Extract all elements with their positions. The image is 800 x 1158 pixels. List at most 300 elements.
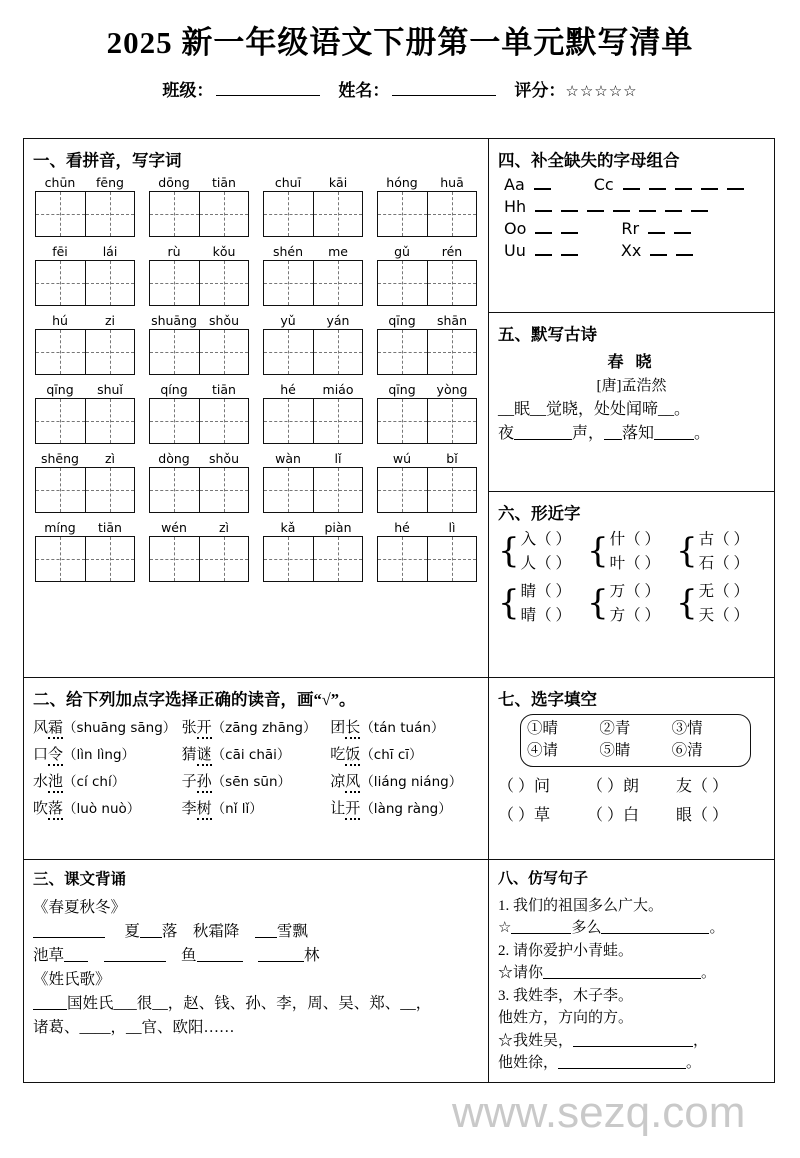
pinyin-word-item [263,451,363,513]
brace-icon: { [675,583,698,624]
brace-icon: { [586,531,609,572]
pinyin-word-item [377,382,477,444]
tianzige-cell[interactable] [199,399,249,443]
pinyin-syllable: me [328,244,348,259]
tianzige-cell[interactable] [36,192,85,236]
pinyin-syllable: rén [441,244,463,259]
char-top[interactable]: 古（ ） [698,531,749,548]
letter-blank[interactable] [676,245,693,256]
answer-blank-item[interactable]: （ ）问 [498,777,551,795]
section-8-a1[interactable]: ☆ 多么 。 [498,920,725,936]
pinyin-syllable: dōng [158,175,190,190]
pinyin-label [35,244,135,259]
pinyin-choices[interactable]: （shuāng sāng） [63,720,177,736]
reading-choice-item[interactable] [182,797,331,818]
word-char: 水 [33,774,49,790]
similar-characters-pair[interactable] [587,580,676,628]
tianzige-box[interactable] [263,536,363,582]
tianzige-cell[interactable] [199,261,249,305]
section-8 [489,859,774,1082]
similar-characters-pair[interactable] [587,528,676,576]
letter-blank[interactable] [639,201,656,212]
pinyin-word-item [149,382,249,444]
pinyin-word-item [149,175,249,237]
pinyin-syllable: tiān [212,382,236,397]
reading-choice-row [33,716,479,737]
section-5-poem-author: [唐]孟浩然 [596,378,667,394]
reading-choice-item[interactable] [330,743,479,764]
alphabet-body [498,175,765,260]
pinyin-syllable: rù [167,244,181,259]
tianzige-cell[interactable] [427,261,477,305]
pinyin-word-item [149,520,249,582]
tianzige-box[interactable] [149,260,249,306]
tianzige-cell[interactable] [427,537,477,581]
section-3-poem1-line1[interactable]: 夏 落 秋霜降 雪飘 [33,920,479,944]
word-char: 团 [330,720,346,736]
pinyin-row [35,244,477,306]
word-char: 吹 [33,801,49,817]
option-item[interactable]: ④请 [527,742,559,760]
section-7-options-row-2[interactable] [527,740,744,762]
pinyin-syllable: chuī [274,175,302,190]
section-8-a3-line2[interactable]: 他姓徐， 。 [498,1055,702,1071]
tianzige-cell[interactable] [313,468,363,512]
pinyin-syllable: tiān [98,520,122,535]
section-7-option-box [520,714,751,767]
tianzige-box[interactable] [263,467,363,513]
section-5-poem-title: 春 晓 [607,354,656,371]
reading-choice-item[interactable] [33,797,182,818]
star-rating-icon[interactable]: ☆☆☆☆☆ [565,84,638,101]
pinyin-row [35,382,477,444]
tianzige-box[interactable] [263,260,363,306]
answer-blank-item[interactable]: （ ）草 [498,806,551,824]
char-top[interactable]: 无（ ） [698,583,749,601]
tianzige-box[interactable] [35,329,135,375]
tianzige-box[interactable] [377,536,477,582]
section-8-a3-line1[interactable]: ☆我姓吴， ， [498,1032,709,1049]
pinyin-choices[interactable]: （cí chí） [63,774,126,790]
tianzige-cell[interactable] [313,261,363,305]
tianzige-cell[interactable] [313,192,363,236]
tianzige-box[interactable] [263,329,363,375]
pinyin-word-item [35,382,135,444]
letter-blank[interactable] [674,223,691,234]
word-char-dotted: 霜 [48,720,63,739]
tianzige-cell[interactable] [264,468,313,512]
pinyin-row [35,313,477,375]
pinyin-label [35,313,135,328]
word-char-dotted: 风 [345,774,360,793]
tianzige-cell[interactable] [150,192,199,236]
tianzige-cell[interactable] [199,468,249,512]
tianzige-cell[interactable] [264,261,313,305]
tianzige-cell[interactable] [378,537,427,581]
char-bottom[interactable]: 晴（ ） [520,607,572,625]
brace-icon: { [586,583,609,624]
char-bottom[interactable]: 石（ ） [698,555,749,573]
reading-choice-item[interactable] [182,716,331,737]
similar-characters-row [498,580,765,628]
letter-blank[interactable] [701,179,718,190]
letter-blank[interactable] [534,179,551,190]
tianzige-cell[interactable] [150,330,199,374]
section-3 [24,859,488,1082]
section-8-q3-line2: 他姓方，方向的方。 [498,1010,634,1026]
pinyin-word-item [149,313,249,375]
tianzige-cell[interactable] [36,261,85,305]
word-char-dotted: 开 [345,801,360,820]
pinyin-label [263,175,363,190]
tianzige-cell[interactable] [150,261,199,305]
answer-blank-item[interactable]: 友（ ） [676,777,729,795]
similar-characters-pair[interactable] [498,580,587,628]
pinyin-word-item [263,175,363,237]
pinyin-word-item [149,451,249,513]
pinyin-row [35,175,477,237]
watermark: www.sezq.com [452,1088,746,1137]
tianzige-cell[interactable] [378,192,427,236]
section-8-heading: 八、仿写句子 [498,871,589,887]
section-7-answers-row-2[interactable] [498,802,765,831]
pinyin-choices[interactable]: （làng ràng） [360,801,452,817]
section-5-line-2[interactable]: 夜 声， 落知 。 [498,425,711,442]
tianzige-cell[interactable] [85,399,135,443]
tianzige-box[interactable] [35,260,135,306]
word-char-dotted: 孙 [197,774,212,793]
tianzige-box[interactable] [377,260,477,306]
alphabet-row[interactable] [504,219,765,238]
pinyin-grid-body [33,175,479,582]
pinyin-label [377,244,477,259]
option-item[interactable]: ⑥清 [671,742,703,760]
section-4 [489,139,774,312]
letter-pair: Uu [504,241,526,260]
tianzige-box[interactable] [35,467,135,513]
tianzige-box[interactable] [35,191,135,237]
tianzige-cell[interactable] [264,330,313,374]
pinyin-label [377,451,477,466]
letter-blank[interactable] [561,245,578,256]
left-column [24,139,489,1082]
pinyin-syllable: bǐ [446,451,458,466]
pinyin-syllable: kǒu [212,244,236,259]
tianzige-box[interactable] [35,536,135,582]
pinyin-syllable: zì [218,520,230,535]
pinyin-syllable: wén [161,520,187,535]
pinyin-syllable: shān [436,313,468,328]
word-char-dotted: 饭 [345,747,360,766]
section-1-heading: 一、看拼音，写字词 [33,151,182,170]
tianzige-box[interactable] [377,191,477,237]
char-bottom[interactable]: 人（ ） [520,555,572,573]
word-char-dotted: 池 [48,774,63,793]
similar-characters-pair[interactable] [498,528,587,576]
tianzige-box[interactable] [149,536,249,582]
reading-choice-item[interactable] [33,743,182,764]
pinyin-syllable: lái [102,244,118,259]
letter-blank[interactable] [535,201,552,212]
letter-blank[interactable] [623,179,640,190]
letter-blank[interactable] [535,245,552,256]
tianzige-cell[interactable] [378,468,427,512]
pinyin-label [263,451,363,466]
reading-choice-item[interactable] [33,770,182,791]
name-label: 姓名： [338,81,390,101]
option-item[interactable]: ③情 [671,720,703,737]
alphabet-pair [504,197,708,216]
section-7-options-row-1[interactable] [527,718,744,740]
class-field[interactable] [162,76,320,101]
letter-blank[interactable] [665,201,682,212]
tianzige-cell[interactable] [85,330,135,374]
tianzige-cell[interactable] [150,399,199,443]
char-top[interactable]: 万（ ） [609,583,661,601]
tianzige-cell[interactable] [199,537,249,581]
tianzige-cell[interactable] [427,192,477,236]
section-5-heading: 五、默写古诗 [498,325,597,344]
pinyin-label [149,520,249,535]
word-char: 吃 [330,747,346,763]
pinyin-syllable: lǐ [334,451,342,466]
pinyin-label [35,382,135,397]
word-char-dotted: 谜 [197,747,212,766]
char-bottom[interactable]: 方（ ） [609,607,661,625]
word-char: 子 [181,774,197,790]
pinyin-label [149,175,249,190]
score-label: 评分： [514,81,566,101]
pinyin-syllable: shuǐ [97,382,123,397]
name-field[interactable] [338,76,496,101]
section-6 [489,491,774,677]
tianzige-cell[interactable] [427,330,477,374]
pinyin-syllable: hóng [386,175,418,190]
tianzige-box[interactable] [149,467,249,513]
tianzige-cell[interactable] [378,261,427,305]
letter-blank[interactable] [613,201,630,212]
tianzige-cell[interactable] [150,537,199,581]
tianzige-cell[interactable] [36,468,85,512]
pinyin-syllable: shuāng [151,313,197,328]
tianzige-cell[interactable] [36,537,85,581]
tianzige-cell[interactable] [264,537,313,581]
pinyin-word-item [35,244,135,306]
letter-blank[interactable] [727,179,744,190]
answer-blank-item[interactable]: （ ）白 [587,806,640,824]
tianzige-box[interactable] [149,329,249,375]
pinyin-label [263,313,363,328]
pinyin-word-item [35,520,135,582]
alphabet-pair [621,241,693,260]
section-3-poem2-line2[interactable]: 诸葛、____，__官、欧阳…… [33,1019,235,1037]
tianzige-cell[interactable] [264,192,313,236]
letter-pair: Xx [620,241,642,260]
letter-blank[interactable] [649,179,666,190]
tianzige-cell[interactable] [313,537,363,581]
pinyin-word-item [35,451,135,513]
pinyin-syllable: piàn [324,520,352,535]
similar-characters-row [498,528,765,576]
worksheet-table [23,138,775,1083]
pinyin-word-item [149,244,249,306]
pinyin-syllable: zì [104,451,116,466]
similar-characters-pair[interactable] [676,580,765,628]
pinyin-choices[interactable]: （lìn lìng） [63,747,136,763]
tianzige-cell[interactable] [199,192,249,236]
alphabet-pair [594,175,744,194]
letter-blank[interactable] [648,223,665,234]
option-item[interactable]: ②青 [599,720,631,737]
reading-choice-item[interactable] [182,743,331,764]
alphabet-pair [504,219,578,238]
char-top[interactable]: 睛（ ） [520,583,572,601]
tianzige-cell[interactable] [85,468,135,512]
pinyin-syllable: shǒu [208,313,239,328]
char-bottom[interactable]: 叶（ ） [609,555,661,573]
pinyin-choices[interactable]: （sēn sūn） [211,774,292,790]
reading-choice-body [33,716,479,818]
pinyin-label [149,244,249,259]
section-4-heading: 四、补全缺失的字母组合 [498,151,680,170]
student-meta-row [0,76,800,101]
tianzige-box[interactable] [377,398,477,444]
tianzige-box[interactable] [377,467,477,513]
tianzige-cell[interactable] [36,399,85,443]
pinyin-choices[interactable]: （luò nuò） [63,801,141,817]
section-5 [489,312,774,491]
pinyin-label [35,520,135,535]
name-blank[interactable] [392,81,496,96]
pinyin-word-item [263,244,363,306]
section-2-heading: 二、给下列加点字选择正确的读音，画“√”。 [33,690,356,709]
letter-blank[interactable] [650,245,667,256]
pinyin-syllable: miáo [322,382,354,397]
pinyin-choices[interactable]: （zāng zhāng） [211,720,317,736]
brace-icon: { [675,531,698,572]
char-top[interactable]: 入（ ） [520,531,572,548]
char-top[interactable]: 什（ ） [609,531,661,548]
score-field[interactable] [514,76,637,101]
tianzige-cell[interactable] [313,330,363,374]
pinyin-word-item [377,520,477,582]
pinyin-choices[interactable]: （cāi chāi） [211,747,291,763]
word-char: 李 [181,801,197,817]
reading-choice-item[interactable] [33,716,182,737]
pinyin-choices[interactable]: （chī cī） [360,747,423,763]
letter-blank[interactable] [675,179,692,190]
tianzige-box[interactable] [35,398,135,444]
section-5-line-1[interactable]: __眠__觉晓，处处闻啼__。 [498,401,691,418]
pinyin-syllable: yǔ [280,313,296,328]
section-6-heading: 六、形近字 [498,504,581,523]
option-item[interactable]: ①晴 [527,720,559,737]
option-item[interactable]: ⑤睛 [599,742,631,760]
alphabet-row[interactable] [504,175,765,194]
tianzige-cell[interactable] [85,192,135,236]
similar-characters-pair[interactable] [676,528,765,576]
answer-blank-item[interactable]: 眼（ ） [676,806,729,824]
section-7-answers-row-1[interactable] [498,773,765,802]
char-bottom[interactable]: 天（ ） [698,607,749,625]
pinyin-syllable: hé [280,382,296,397]
letter-blank[interactable] [587,201,604,212]
pinyin-syllable: huā [440,175,464,190]
letter-blank[interactable] [535,223,552,234]
reading-choice-item[interactable] [330,770,479,791]
tianzige-cell[interactable] [85,537,135,581]
pinyin-syllable: wàn [275,451,301,466]
pinyin-choices[interactable]: （nǐ lǐ） [211,801,263,817]
pinyin-syllable: qīng [46,382,74,397]
alphabet-pair [621,219,691,238]
tianzige-cell[interactable] [264,399,313,443]
tianzige-box[interactable] [263,398,363,444]
pinyin-syllable: hé [394,520,410,535]
tianzige-cell[interactable] [378,330,427,374]
pinyin-syllable: shēng [41,451,79,466]
pinyin-syllable: qīng [388,382,416,397]
word-char: 凉 [330,774,346,790]
pinyin-syllable: tiān [212,175,236,190]
pinyin-word-item [377,451,477,513]
tianzige-cell[interactable] [313,399,363,443]
word-char: 张 [181,720,197,736]
section-3-poem2-title: 《姓氏歌》 [33,971,111,989]
pinyin-syllable: zi [104,313,116,328]
tianzige-cell[interactable] [427,399,477,443]
letter-pair: Hh [504,197,527,216]
reading-choice-item[interactable] [330,716,479,737]
section-8-a2[interactable]: ☆请你 。 [498,965,717,981]
pinyin-syllable: chūn [44,175,76,190]
pinyin-syllable: fēng [96,175,124,190]
answer-blank-item[interactable]: （ ）朗 [587,777,640,795]
section-8-q1: 1. 我们的祖国多么广大。 [498,897,664,914]
pinyin-choices[interactable]: （liáng niáng） [360,774,463,790]
tianzige-box[interactable] [377,329,477,375]
section-3-poem1-line2[interactable]: 池草 鱼 林 [33,947,320,965]
letter-blank[interactable] [561,201,578,212]
reading-choice-item[interactable] [330,797,479,818]
section-7-heading: 七、选字填空 [498,690,597,709]
letter-blank[interactable] [561,223,578,234]
tianzige-cell[interactable] [150,468,199,512]
word-char-dotted: 落 [48,801,63,820]
brace-icon: { [498,583,520,624]
tianzige-box[interactable] [149,191,249,237]
pinyin-row [35,520,477,582]
class-blank[interactable] [216,81,320,96]
pinyin-word-item [377,313,477,375]
pinyin-choices[interactable]: （tán tuán） [360,720,445,736]
alphabet-row[interactable] [504,197,765,216]
alphabet-row[interactable] [504,241,765,260]
tianzige-cell[interactable] [199,330,249,374]
tianzige-cell[interactable] [378,399,427,443]
letter-blank[interactable] [691,201,708,212]
tianzige-cell[interactable] [36,330,85,374]
tianzige-box[interactable] [263,191,363,237]
tianzige-cell[interactable] [85,261,135,305]
tianzige-box[interactable] [149,398,249,444]
section-3-heading: 三、课文背诵 [33,871,127,888]
reading-choice-item[interactable] [182,770,331,791]
section-3-poem2-line1[interactable]: 国姓氏___很__，赵、钱、孙、李，周、吴、郑、__， [33,992,479,1016]
pinyin-syllable: qíng [160,382,188,397]
tianzige-cell[interactable] [427,468,477,512]
pinyin-label [149,451,249,466]
